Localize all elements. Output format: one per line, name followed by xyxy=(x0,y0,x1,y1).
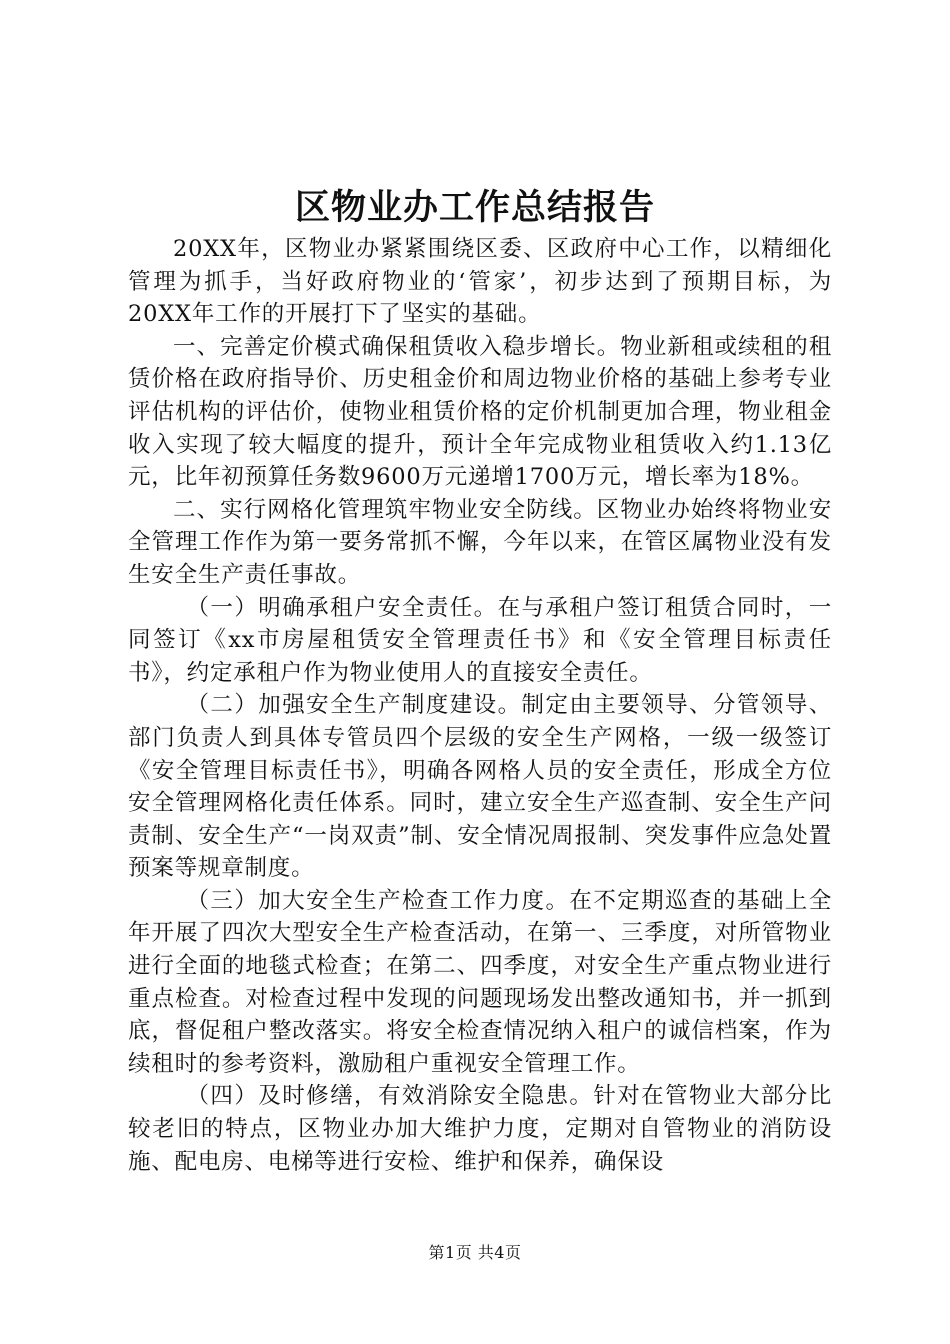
paragraph-intro: 20XX年，区物业办紧紧围绕区委、区政府中心工作，以精细化管理为抓手，当好政府物业的‘管家’，初步达到了预期目标，为20XX年工作的开展打下了坚实的基础。 xyxy=(128,236,832,328)
paragraph-subsection-2: （二）加强安全生产制度建设。制定由主要领导、分管领导、部门负责人到具体专管员四个层级的安全生产网格，一级一级签订《安全管理目标责任书》，明确各网格人员的安全责任，形成全方位安全管理网格化责任体系。同时，建立安全生产巡查制、安全生产问责制、安全生产“一岗双责”制、安全情况周报制、突发事件应急处置预案等规章制度。 xyxy=(128,692,832,882)
paragraph-subsection-1: （一）明确承租户安全责任。在与承租户签订租赁合同时，一同签订《xx市房屋租赁安全管理责任书》和《安全管理目标责任书》，约定承租户作为物业使用人的直接安全责任。 xyxy=(128,594,832,686)
paragraph-subsection-3: （三）加大安全生产检查工作力度。在不定期巡查的基础上全年开展了四次大型安全生产检查活动，在第一、三季度，对所管物业进行全面的地毯式检查；在第二、四季度，对安全生产重点物业进行重点检查。对检查过程中发现的问题现场发出整改通知书，并一抓到底，督促租户整改落实。将安全检查情况纳入租户的诚信档案，作为续租时的参考资料，激励租户重视安全管理工作。 xyxy=(128,887,832,1077)
paragraph-subsection-4: （四）及时修缮，有效消除安全隐患。针对在管物业大部分比较老旧的特点，区物业办加大维护力度，定期对自管物业的消防设施、配电房、电梯等进行安检、维护和保养，确保设 xyxy=(128,1083,832,1175)
document-title: 区物业办工作总结报告 xyxy=(294,187,655,228)
page-number-footer: 第1页 共4页 xyxy=(428,1243,522,1262)
paragraph-section-1: 一、完善定价模式确保租赁收入稳步增长。物业新租或续租的租赁价格在政府指导价、历史租金价和周边物业价格的基础上参考专业评估机构的评估价，使物业租赁价格的定价机制更加合理，物业租金收入实现了较大幅度的提升，预计全年完成物业租赁收入约1.13亿元，比年初预算任务数9600万元递增1700万元，增长率为18%。 xyxy=(128,333,832,491)
paragraph-section-2: 二、实行网格化管理筑牢物业安全防线。区物业办始终将物业安全管理工作作为第一要务常抓不懈，今年以来，在管区属物业没有发生安全生产责任事故。 xyxy=(128,496,832,588)
document-body xyxy=(128,233,832,1178)
